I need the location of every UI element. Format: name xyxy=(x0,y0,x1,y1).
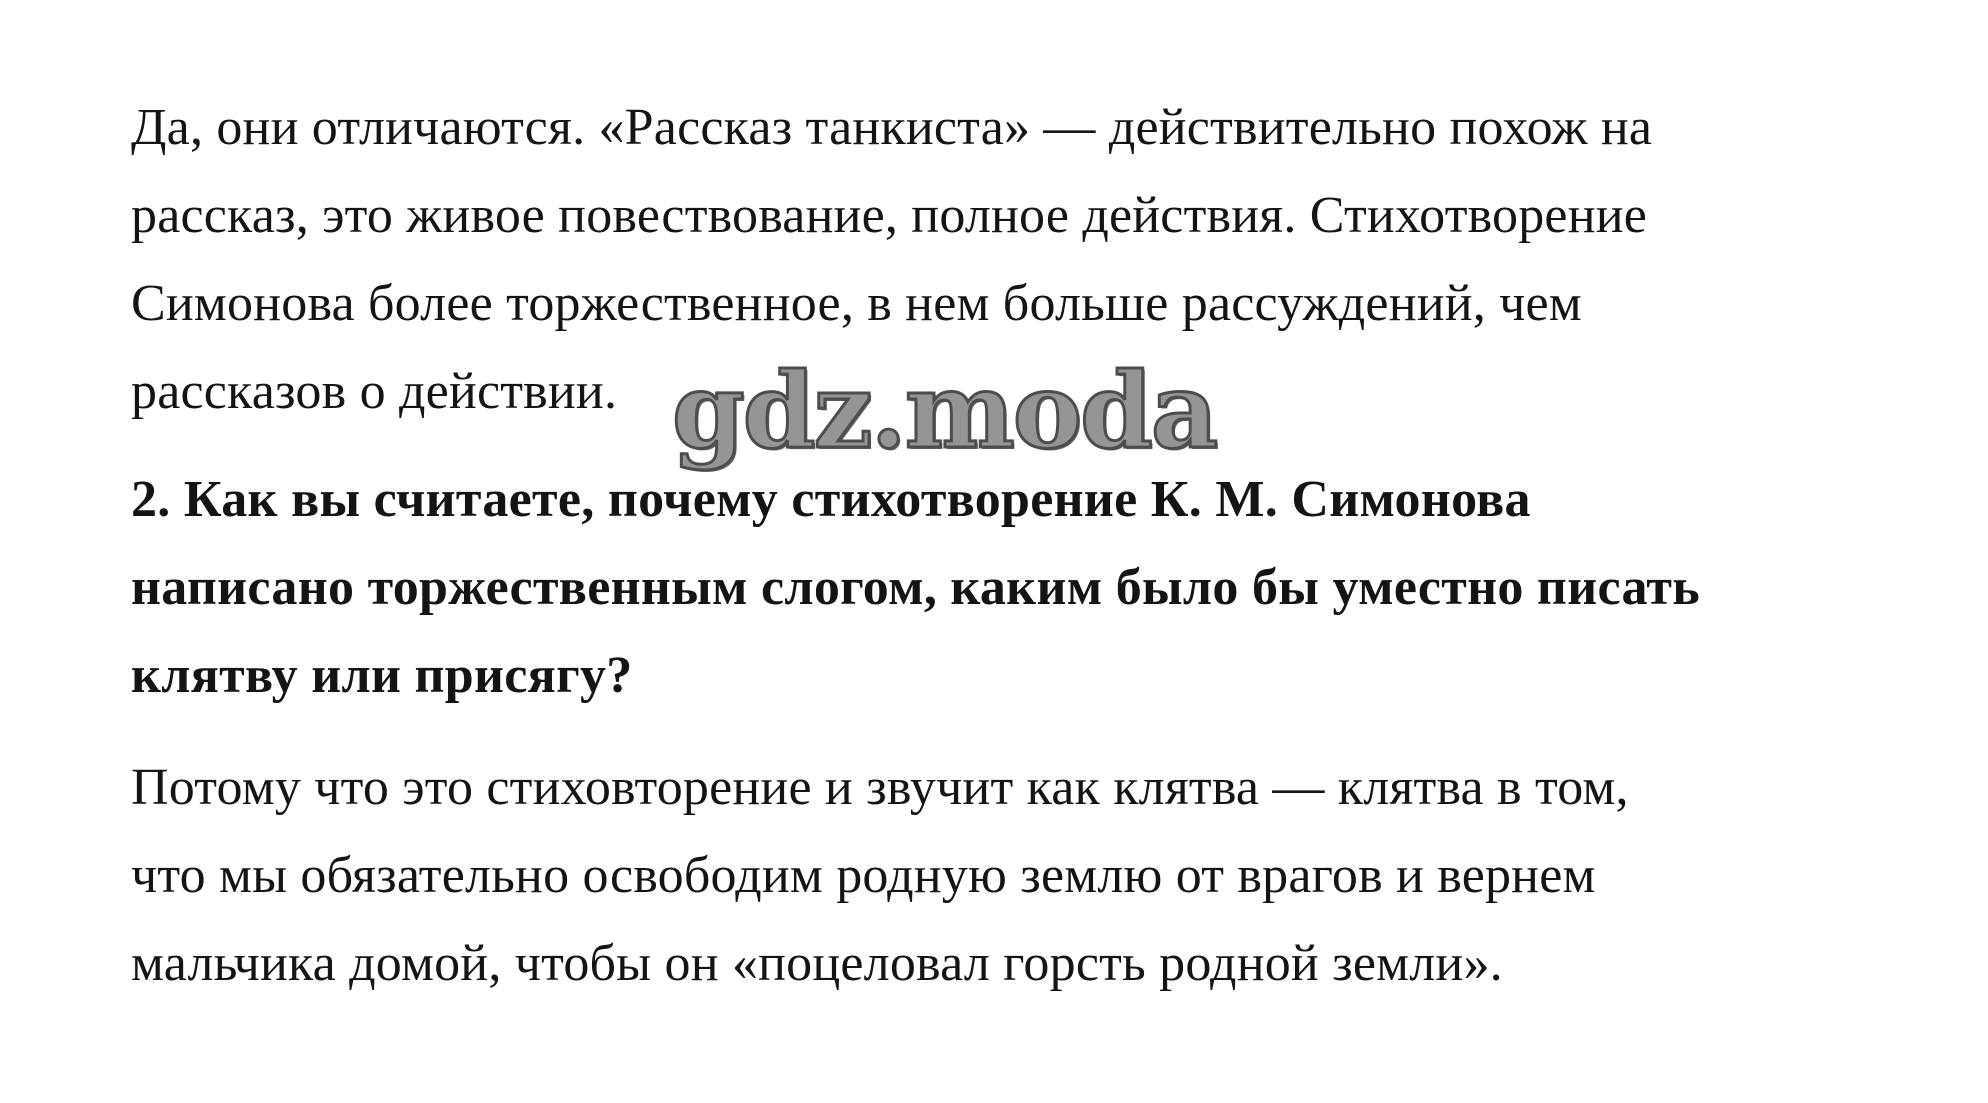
answer1-line-4: рассказов о действии. xyxy=(131,363,618,420)
answer1-line-3: Симонова более торжественное, в нем больше рассуждений, чем xyxy=(131,275,1582,332)
watermark-logo: gdz.moda xyxy=(672,349,1217,472)
question2-line-1: 2. Как вы считаете, почему стихотворение К. М. Симонова xyxy=(131,471,1531,528)
answer2-line-2: что мы обязательно освободим родную землю от врагов и вернем xyxy=(131,847,1596,904)
question2-line-2: написано торжественным слогом, каким было бы уместно писать xyxy=(131,559,1701,616)
question2-line-3: клятву или присягу? xyxy=(131,647,633,704)
answer1-line-1: Да, они отличаются. «Рассказ танкиста» — действительно похож на xyxy=(131,99,1653,156)
answer2-line-1: Потому что это стиховторение и звучит как клятва — клятва в том, xyxy=(131,759,1629,816)
answer2-line-3: мальчика домой, чтобы он «поцеловал горсть родной земли». xyxy=(131,935,1503,992)
answer1-line-2: рассказ, это живое повествование, полное действия. Стихотворение xyxy=(131,187,1648,244)
